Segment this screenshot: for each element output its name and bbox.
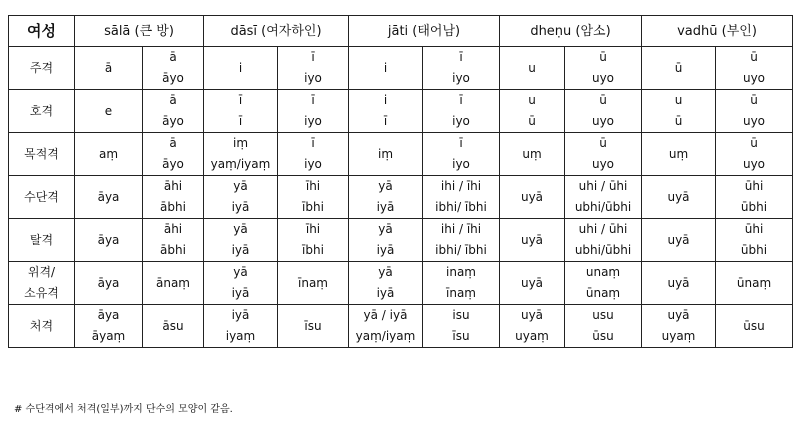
header-row — [9, 16, 793, 47]
table-cell — [423, 133, 500, 176]
case-label-line: 처격 — [29, 318, 54, 333]
table-cell — [565, 90, 642, 133]
table-cell — [278, 219, 349, 262]
table-cell — [716, 305, 793, 348]
ending-form: uyo — [591, 114, 615, 128]
ending-form: ū — [599, 93, 607, 107]
case-label — [9, 176, 75, 219]
ending-form: ū — [750, 50, 758, 64]
ending-form: ū — [750, 136, 758, 150]
ending-form: iyā — [231, 200, 250, 214]
case-label — [9, 47, 75, 90]
ending-form: ū — [674, 60, 683, 75]
table-cell — [349, 305, 423, 348]
ending-form: ābhi — [160, 200, 186, 214]
ending-form: uhi / ūhi — [578, 179, 628, 193]
table-cell — [642, 90, 716, 133]
table-cell — [278, 133, 349, 176]
case-label-line: 호격 — [29, 103, 54, 118]
table-cell — [565, 262, 642, 305]
ending-form: ī — [459, 93, 463, 107]
table-cell — [143, 305, 204, 348]
ending-form: iyo — [304, 114, 322, 128]
ending-form: īhi — [305, 222, 321, 236]
table-cell — [143, 90, 204, 133]
ending-form: uyaṃ — [515, 329, 549, 343]
table-cell — [500, 262, 565, 305]
ending-form: i — [383, 60, 388, 75]
ending-form: unaṃ — [585, 265, 621, 279]
ending-form: usu — [592, 308, 614, 322]
ending-form: ā — [169, 50, 177, 64]
table-cell — [565, 305, 642, 348]
table-cell — [500, 90, 565, 133]
table-cell — [75, 219, 143, 262]
ending-form: ī — [238, 114, 243, 128]
ending-form: ī — [311, 136, 315, 150]
ending-form: īhi — [305, 179, 321, 193]
ending-form: yā — [378, 179, 393, 193]
ending-form: uyo — [591, 71, 615, 85]
table-cell — [500, 219, 565, 262]
ending-form: i — [238, 60, 243, 75]
ending-form: ūsu — [743, 318, 765, 333]
ending-form: ā — [104, 60, 113, 75]
ending-form: uyā — [667, 189, 690, 204]
ending-form: ī — [238, 93, 243, 107]
table-cell — [143, 133, 204, 176]
table-cell — [143, 262, 204, 305]
table-cell — [642, 219, 716, 262]
ending-form: ī — [459, 50, 463, 64]
table-cell — [204, 262, 278, 305]
table-cell — [642, 305, 716, 348]
ending-form: uyā — [667, 275, 690, 290]
table-cell — [565, 176, 642, 219]
ending-form: u — [528, 60, 536, 75]
ending-form: uyā — [520, 232, 544, 247]
ending-form: īnaṃ — [446, 286, 476, 300]
ending-form: yā — [378, 222, 393, 236]
ending-form: ūbhi — [740, 200, 768, 214]
ending-form: iyo — [304, 157, 322, 171]
ending-form: iyā — [376, 286, 395, 300]
table-cell — [278, 90, 349, 133]
ending-form: uyo — [742, 71, 766, 85]
table-cell — [500, 133, 565, 176]
table-cell — [75, 47, 143, 90]
ending-form: yaṃ/iyaṃ — [355, 329, 416, 343]
table-cell — [75, 176, 143, 219]
column-header: sālā (큰 방) — [75, 16, 204, 47]
ending-form: i — [383, 93, 388, 107]
ending-form: iyo — [304, 71, 322, 85]
declension-table — [8, 15, 793, 348]
ending-form: aṃ — [98, 146, 119, 161]
table-cell — [278, 47, 349, 90]
table-cell — [143, 176, 204, 219]
case-label-line: 위격/ — [27, 265, 56, 279]
ending-form: āhi — [163, 222, 183, 236]
column-header: dāsī (여자하인) — [204, 16, 349, 47]
ending-form: ā — [169, 136, 177, 150]
table-row — [9, 176, 793, 219]
ending-form: ūhi — [744, 222, 764, 236]
table-cell — [565, 133, 642, 176]
table-row — [9, 133, 793, 176]
ending-form: ihi / īhi — [440, 179, 482, 193]
ending-form: ū — [599, 50, 607, 64]
case-label — [9, 262, 75, 305]
table-cell — [349, 133, 423, 176]
ending-form: āya — [97, 308, 120, 322]
table-cell — [423, 176, 500, 219]
table-row — [9, 219, 793, 262]
table-cell — [500, 47, 565, 90]
ending-form: āyo — [162, 114, 184, 128]
table-cell — [204, 305, 278, 348]
ending-form: ībhi — [302, 243, 324, 257]
column-header: dheṇu (암소) — [500, 16, 642, 47]
table-cell — [75, 262, 143, 305]
table-cell — [423, 305, 500, 348]
ending-form: uṃ — [522, 146, 542, 161]
ending-form: uyo — [742, 157, 766, 171]
case-label-line: 탈격 — [29, 232, 54, 247]
ending-form: ūhi — [744, 179, 764, 193]
table-cell — [565, 219, 642, 262]
table-cell — [349, 176, 423, 219]
ending-form: āyaṃ — [91, 329, 126, 343]
table-row — [9, 47, 793, 90]
table-cell — [349, 219, 423, 262]
ending-form: iyā — [376, 200, 395, 214]
case-label — [9, 305, 75, 348]
table-cell — [423, 219, 500, 262]
table-cell — [716, 176, 793, 219]
ending-form: e — [104, 103, 113, 118]
table-cell — [716, 219, 793, 262]
ending-form: yā — [233, 179, 248, 193]
table-cell — [642, 47, 716, 90]
table-cell — [349, 47, 423, 90]
table-row — [9, 90, 793, 133]
ending-form: ibhi/ ībhi — [435, 200, 487, 214]
case-label-line: 목적격 — [24, 146, 59, 161]
ending-form: āsu — [162, 318, 184, 333]
ending-form: iṃ — [232, 136, 249, 150]
ending-form: u — [674, 93, 683, 107]
ending-form: āya — [97, 275, 120, 290]
table-cell — [716, 90, 793, 133]
table-cell — [75, 133, 143, 176]
column-header: jāti (태어남) — [349, 16, 500, 47]
ending-form: ābhi — [160, 243, 186, 257]
ending-form: ūnaṃ — [736, 275, 772, 290]
ending-form: iyā — [231, 308, 250, 322]
ending-form: iyā — [231, 286, 250, 300]
ending-form: ībhi — [302, 200, 324, 214]
ending-form: uyā — [667, 232, 690, 247]
ending-form: ū — [528, 114, 536, 128]
ending-form: ubhi/ūbhi — [574, 243, 632, 257]
ending-form: ūbhi — [740, 243, 768, 257]
ending-form: ī — [311, 93, 315, 107]
table-cell — [143, 219, 204, 262]
ending-form: iyo — [452, 71, 470, 85]
ending-form: yā — [378, 265, 393, 279]
ending-form: uyo — [742, 114, 766, 128]
ending-form: yā — [233, 265, 248, 279]
column-header: vadhū (부인) — [642, 16, 793, 47]
table-cell — [75, 305, 143, 348]
table-cell — [716, 262, 793, 305]
ending-form: ī — [311, 50, 315, 64]
ending-form: iṃ — [377, 146, 394, 161]
table-row — [9, 262, 793, 305]
ending-form: uyā — [520, 275, 544, 290]
table-cell — [423, 90, 500, 133]
ending-form: iyaṃ — [225, 329, 256, 343]
table-cell — [423, 47, 500, 90]
case-label-line: 주격 — [29, 60, 54, 75]
ending-form: u — [528, 93, 536, 107]
ending-form: uhi / ūhi — [578, 222, 628, 236]
table-cell — [349, 262, 423, 305]
table-cell — [642, 133, 716, 176]
ending-form: iyo — [452, 114, 470, 128]
ending-form: uyā — [520, 308, 544, 322]
table-cell — [204, 219, 278, 262]
ending-form: ūnaṃ — [585, 286, 621, 300]
ending-form: ihi / īhi — [440, 222, 482, 236]
ending-form: ibhi/ ībhi — [435, 243, 487, 257]
table-cell — [204, 47, 278, 90]
ending-form: īsu — [452, 329, 470, 343]
ending-form: āya — [97, 232, 120, 247]
case-label — [9, 219, 75, 262]
ending-form: āyo — [162, 71, 184, 85]
footnote: # 수단격에서 처격(일부)까지 단수의 모양이 같음. — [14, 404, 233, 415]
ending-form: īnaṃ — [298, 275, 328, 290]
ending-form: inaṃ — [446, 265, 476, 279]
ending-form: āhi — [163, 179, 183, 193]
case-label-line: 수단격 — [24, 189, 59, 204]
ending-form: yā — [233, 222, 248, 236]
table-cell — [565, 47, 642, 90]
ending-form: yā / iyā — [363, 308, 408, 322]
ending-form: ū — [599, 136, 607, 150]
ending-form: ū — [750, 93, 758, 107]
ending-form: ī — [459, 136, 463, 150]
table-cell — [278, 305, 349, 348]
table-cell — [423, 262, 500, 305]
ending-form: uṃ — [668, 146, 689, 161]
table-cell — [500, 176, 565, 219]
ending-form: iyā — [231, 243, 250, 257]
corner-label: 여성 — [9, 16, 75, 47]
ending-form: iyā — [376, 243, 395, 257]
ending-form: ūsu — [592, 329, 614, 343]
table-cell — [716, 47, 793, 90]
case-label-line: 소유격 — [24, 286, 59, 300]
table-cell — [204, 176, 278, 219]
ending-form: uyaṃ — [661, 329, 696, 343]
table-cell — [500, 305, 565, 348]
table-cell — [75, 90, 143, 133]
table-cell — [716, 133, 793, 176]
table-cell — [642, 176, 716, 219]
ending-form: ā — [169, 93, 177, 107]
ending-form: uyā — [520, 189, 544, 204]
table-cell — [204, 133, 278, 176]
case-label — [9, 90, 75, 133]
ending-form: iyo — [452, 157, 470, 171]
ending-form: āya — [97, 189, 120, 204]
ending-form: ū — [674, 114, 683, 128]
ending-form: ānaṃ — [155, 275, 190, 290]
table-cell — [278, 176, 349, 219]
ending-form: isu — [452, 308, 470, 322]
table-cell — [143, 47, 204, 90]
ending-form: uyo — [591, 157, 615, 171]
table-cell — [349, 90, 423, 133]
table-cell — [278, 262, 349, 305]
table-row — [9, 305, 793, 348]
table-cell — [204, 90, 278, 133]
ending-form: uyā — [667, 308, 690, 322]
table-cell — [642, 262, 716, 305]
ending-form: ī — [383, 114, 388, 128]
ending-form: īsu — [304, 318, 322, 333]
ending-form: ubhi/ūbhi — [574, 200, 632, 214]
ending-form: āyo — [162, 157, 184, 171]
ending-form: yaṃ/iyaṃ — [210, 157, 271, 171]
case-label — [9, 133, 75, 176]
